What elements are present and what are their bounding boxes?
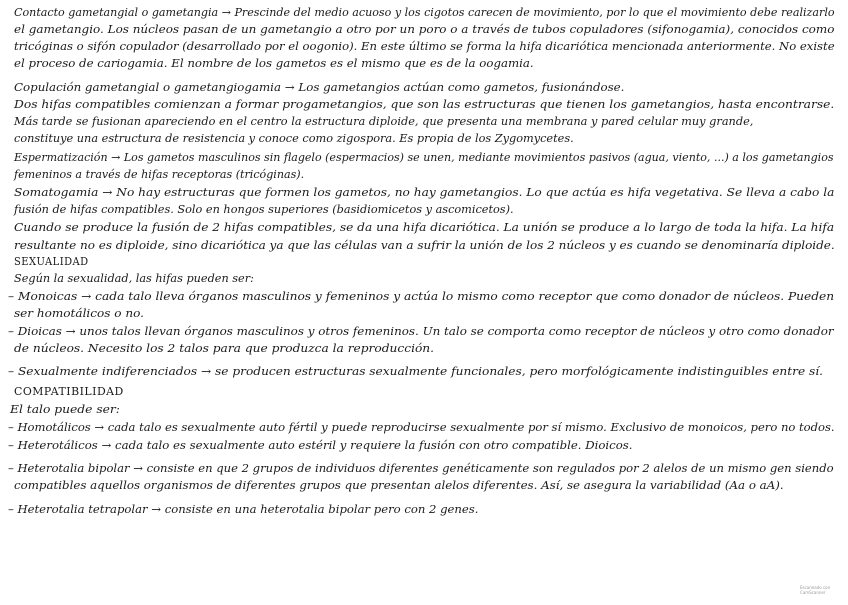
note-line: – Heterotálicos → cada talo es sexualmente auto estéril y requiere la fusión con otro compatible. Dioicos. [8, 438, 633, 452]
note-line: el proceso de cariogamia. El nombre de los gametos es el mismo que es de la oogamia. [14, 56, 534, 70]
note-line: Contacto gametangial o gametangia → Prescinde del medio acuoso y los cigotos carecen de movimiento, por lo que el movimiento debe realizarlo [14, 5, 835, 19]
watermark-line-1: Escaneado con [800, 585, 831, 590]
note-line: compatibles aquellos organismos de diferentes grupos que presentan alelos diferentes. Así, se asegura la variabilidad (Aa o aA). [14, 478, 784, 492]
note-line: Espermatización → Los gametos masculinos sin flagelo (espermacios) se unen, mediante movimientos pasivos (agua, viento, ...) a los gametangios [14, 150, 834, 164]
note-line: resultante no es diploide, sino dicariótica ya que las células van a sufrir la unión de los 2 núcleos y es cuando se denominaría diploide. [14, 238, 835, 252]
note-line: – Monoicas → cada talo lleva órganos masculinos y femeninos y actúa lo mismo como receptor que como donador de núcleos. Pueden [8, 289, 835, 303]
note-line: el gametangio. Los núcleos pasan de un gametangio a otro por un poro o a través de tubos copuladores (sifonogamia), conocidos como [14, 22, 835, 36]
note-line: Según la sexualidad, las hifas pueden ser: [14, 271, 254, 285]
note-line: Dos hifas compatibles comienzan a formar progametangios, que son las estructuras que tienen los gametangios, hasta encontrarse. [14, 97, 835, 111]
note-line: ser homotálicos o no. [14, 306, 144, 320]
camscanner-watermark [800, 585, 834, 597]
note-line: El talo puede ser: [10, 402, 120, 416]
section-heading-sexualidad: SEXUALIDAD [14, 255, 89, 268]
note-line: fusión de hifas compatibles. Solo en hongos superiores (basidiomicetos y ascomicetos). [14, 202, 514, 216]
note-line: Más tarde se fusionan apareciendo en el centro la estructura diploide, que presenta una membrana y pared celular muy grande, [14, 114, 754, 128]
note-line: tricóginas o sifón copulador (desarrollado por el oogonio). En este último se forma la hifa dicariótica mencionada anteriormente. No existe [14, 39, 835, 53]
note-line: – Heterotalia tetrapolar → consiste en una heterotalia bipolar pero con 2 genes. [8, 502, 479, 516]
note-line: Copulación gametangial o gametangiogamia → Los gametangios actúan como gametos, fusionándose. [14, 80, 625, 94]
note-line: Cuando se produce la fusión de 2 hifas compatibles, se da una hifa dicariótica. La unión se produce a lo largo de toda la hifa. La hifa [14, 220, 835, 234]
note-line: – Sexualmente indiferenciados → se producen estructuras sexualmente funcionales, pero morfológicamente indistinguibles entre sí. [8, 364, 824, 378]
note-line: femeninos a través de hifas receptoras (tricóginas). [14, 167, 305, 181]
note-line: de núcleos. Necesito los 2 talos para que produzca la reproducción. [14, 341, 435, 355]
note-line: – Homotálicos → cada talo es sexualmente auto fértil y puede reproducirse sexualmente por sí mismo. Exclusivo de monoicos, pero no todos. [8, 420, 835, 434]
section-heading-compatibilidad: COMPATIBILIDAD [14, 385, 124, 398]
note-line: constituye una estructura de resistencia y conoce como zigospora. Es propia de los Zygomycetes. [14, 131, 574, 145]
watermark-line-2: CamScanner [800, 590, 826, 595]
note-line: – Heterotalia bipolar → consiste en que 2 grupos de individuos diferentes genéticamente son regulados por 2 alelos de un mismo gen siendo [8, 461, 834, 475]
note-line: Somatogamia → No hay estructuras que formen los gametos, no hay gametangios. Lo que actúa es hifa vegetativa. Se lleva a cabo la [14, 185, 835, 199]
note-line: – Dioicas → unos talos llevan órganos masculinos y otros femeninos. Un talo se comporta como receptor de núcleos y otro como donador [8, 324, 834, 338]
